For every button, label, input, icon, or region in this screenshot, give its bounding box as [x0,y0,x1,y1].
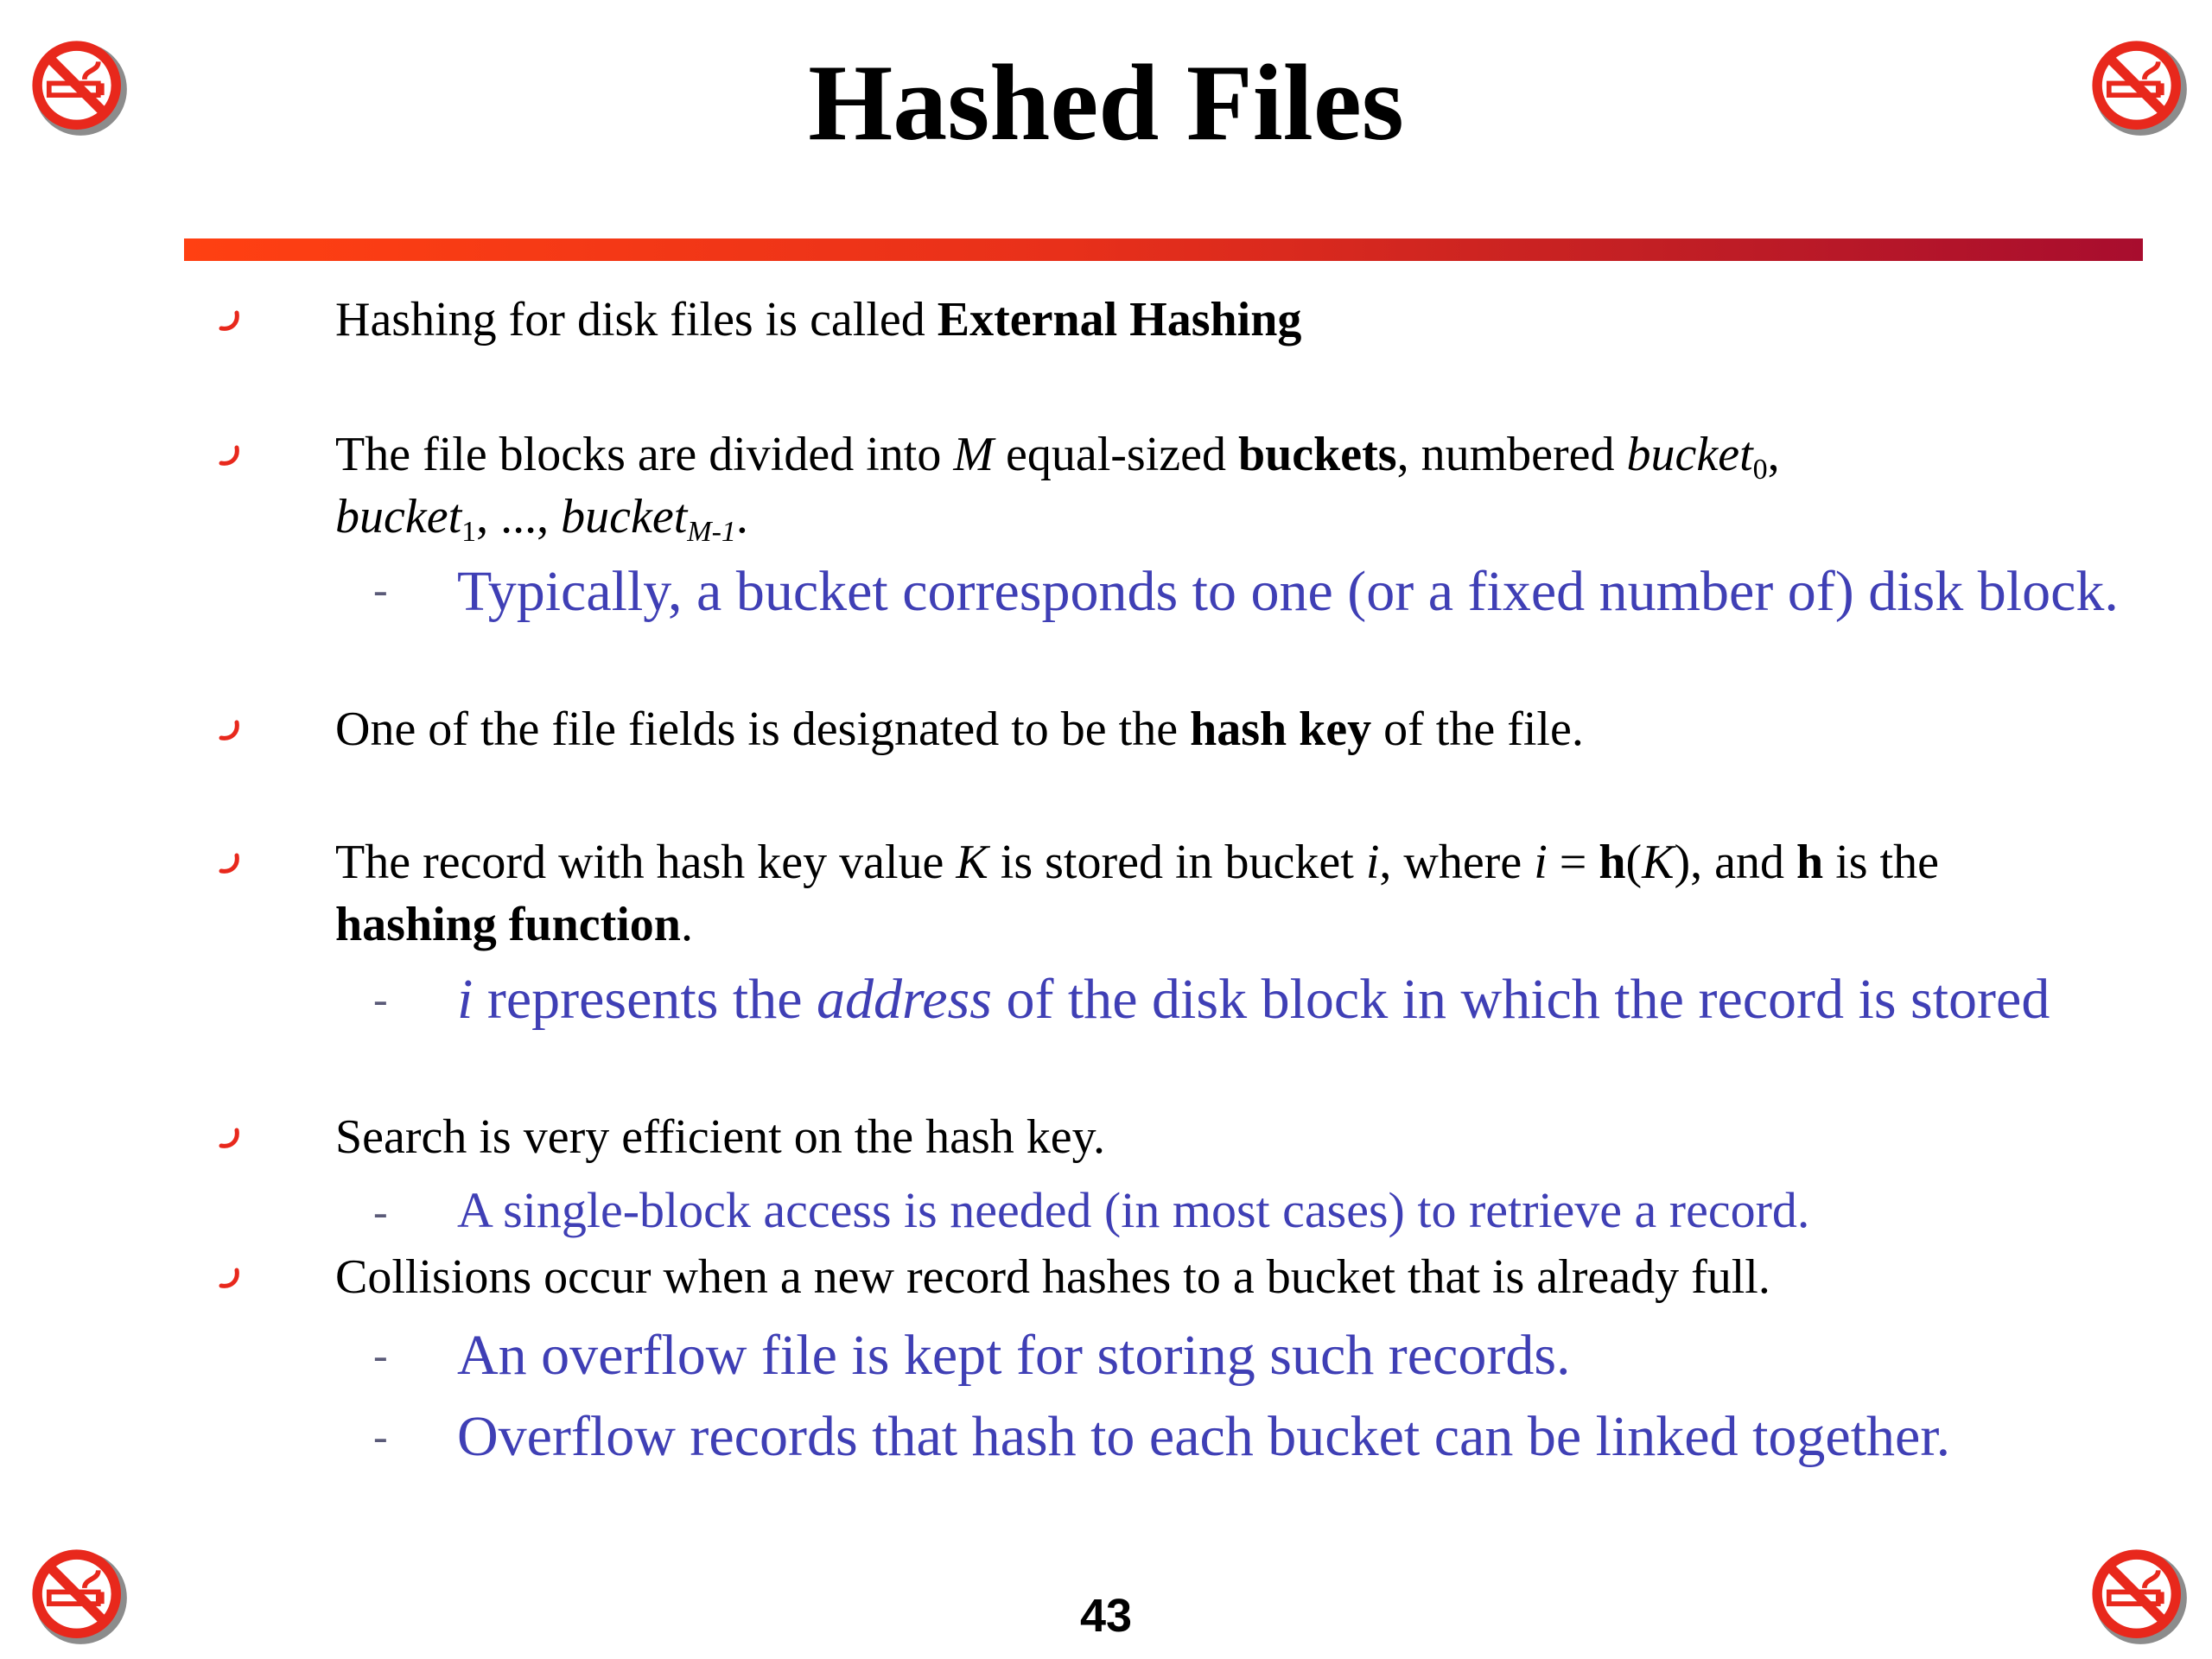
hashing-function-term: hashing function [335,898,681,951]
page-number: 43 [1079,1590,1133,1642]
sub-bullet-dash: - [373,1412,388,1460]
bullet-buckets: The file blocks are divided into M equal-sized buckets, numbered bucket$_0$, bucket$_1$, ..., bucket$_{M-1}$. [335,428,1780,548]
external-hashing-term: External Hashing [937,293,1302,346]
sub-bullet-bucket-block: Typically, a bucket corresponds to one (or a fixed number of) disk block. [457,560,2119,623]
hash-key-term: hash key [1190,702,1372,756]
sub-bullet-dash: - [373,1331,388,1379]
curved-bullet-icon [207,434,251,477]
bullet-external-hashing: Hashing for disk files is called External Hashing [335,293,1302,346]
buckets-term: buckets [1237,428,1397,481]
curved-bullet-icon [207,299,251,342]
sub-bullet-single-block: A single-block access is needed (in most cases) to retrieve a record. [457,1182,1810,1238]
title-divider [184,238,2143,261]
bullet-collisions: Collisions occur when a new record hashes to a bucket that is already full. [335,1250,1770,1304]
bullet-hashing-function: The record with hash key value K is stored in bucket i, where i = h(K), and h is the hashing function. [335,836,1939,951]
curved-bullet-icon [207,842,251,885]
slide-title: Hashed Files [808,43,1404,163]
sub-bullet-dash: - [373,565,388,613]
bullet-hash-key: One of the file fields is designated to be the hash key of the file. [335,702,1584,756]
sub-bullet-overflow-linked: Overflow records that hash to each bucket can be linked together. [457,1405,1951,1468]
sub-bullet-dash: - [373,975,388,1023]
bullet-search: Search is very efficient on the hash key. [335,1110,1106,1164]
curved-bullet-icon [207,1256,251,1300]
sub-bullet-address: i represents the address of the disk block in which the record is stored [457,968,2050,1031]
sub-bullet-overflow-file: An overflow file is kept for storing such records. [457,1324,1571,1387]
curved-bullet-icon [207,1116,251,1160]
sub-bullet-dash: - [373,1187,388,1236]
curved-bullet-icon [207,709,251,752]
